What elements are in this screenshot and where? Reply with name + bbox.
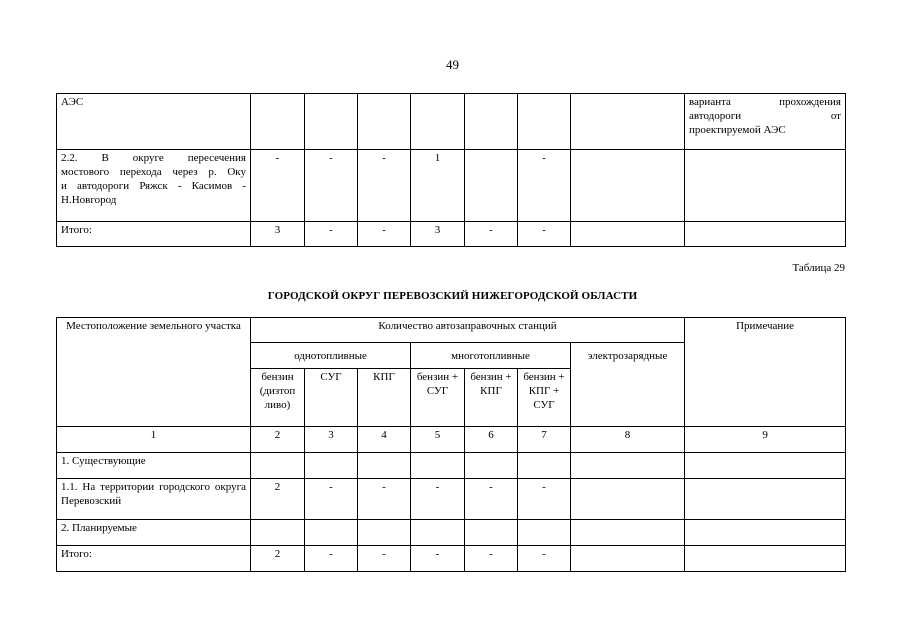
value-cell	[251, 453, 305, 479]
value-cell: -	[518, 222, 571, 247]
table-number-label: Таблица 29	[792, 262, 845, 274]
value-cell: -	[305, 222, 358, 247]
previous-table-continuation	[56, 93, 846, 247]
value-cell: -	[305, 150, 358, 222]
value-cell	[571, 479, 685, 520]
value-cell	[518, 94, 571, 150]
value-cell	[571, 94, 685, 150]
value-cell: -	[358, 222, 411, 247]
header-multi-fuel: многотопливные	[411, 343, 571, 369]
value-cell: -	[411, 546, 465, 572]
value-cell	[251, 94, 305, 150]
table-29	[56, 317, 846, 572]
header-fuel-type: бензин + СУГ	[411, 369, 465, 427]
table-title: ГОРОДСКОЙ ОКРУГ ПЕРЕВОЗСКИЙ НИЖЕГОРОДСКОЙ ОБЛАСТИ	[267, 290, 638, 302]
page-number: 49	[446, 57, 459, 72]
table-row-total	[57, 546, 846, 572]
header-electric: электрозарядные	[571, 343, 685, 427]
value-cell: -	[465, 546, 518, 572]
header-fuel-type: бензин (дизтоп ливо)	[251, 369, 305, 427]
value-cell: -	[518, 150, 571, 222]
column-number: 8	[571, 427, 685, 453]
value-cell	[305, 94, 358, 150]
value-cell	[411, 520, 465, 546]
location-cell: Итого:	[57, 222, 251, 247]
value-cell	[358, 94, 411, 150]
value-cell	[465, 150, 518, 222]
table-row	[57, 94, 846, 150]
header-fuel-type: КПГ	[358, 369, 411, 427]
value-cell	[358, 520, 411, 546]
column-number: 5	[411, 427, 465, 453]
note-cell	[685, 222, 846, 247]
value-cell	[411, 94, 465, 150]
value-cell: 2	[251, 479, 305, 520]
value-cell: -	[518, 479, 571, 520]
value-cell	[305, 453, 358, 479]
header-row-1	[57, 318, 846, 343]
value-cell	[571, 222, 685, 247]
value-cell: -	[251, 150, 305, 222]
column-number: 1	[57, 427, 251, 453]
location-cell: 2. Планируемые	[57, 520, 251, 546]
value-cell: 3	[411, 222, 465, 247]
column-number: 4	[358, 427, 411, 453]
table-row	[57, 479, 846, 520]
header-fuel-type: бензин + КПГ	[465, 369, 518, 427]
value-cell	[571, 453, 685, 479]
value-cell	[518, 520, 571, 546]
note-cell	[685, 479, 846, 520]
header-quantity: Количество автозаправочных станций	[251, 318, 685, 343]
column-number-row	[57, 427, 846, 453]
note-cell	[685, 453, 846, 479]
table-row	[57, 453, 846, 479]
note-cell: варианта прохождения автодороги от проектируемой АЭС	[685, 94, 846, 150]
column-number: 9	[685, 427, 846, 453]
table-row	[57, 150, 846, 222]
column-number: 2	[251, 427, 305, 453]
value-cell	[571, 150, 685, 222]
value-cell	[571, 546, 685, 572]
value-cell: -	[411, 479, 465, 520]
value-cell	[358, 453, 411, 479]
note-cell	[685, 546, 846, 572]
table-row-total	[57, 222, 846, 247]
value-cell	[305, 520, 358, 546]
header-single-fuel: однотопливные	[251, 343, 411, 369]
value-cell	[465, 520, 518, 546]
value-cell	[465, 94, 518, 150]
column-number: 7	[518, 427, 571, 453]
note-cell	[685, 520, 846, 546]
column-number: 6	[465, 427, 518, 453]
header-fuel-type: бензин + КПГ + СУГ	[518, 369, 571, 427]
value-cell: -	[305, 479, 358, 520]
location-cell: 2.2. В округе пересечения мостового перехода через р. Оку и автодороги Ряжск - Касимов - Н.Новгород	[57, 150, 251, 222]
value-cell: -	[465, 222, 518, 247]
value-cell: 1	[411, 150, 465, 222]
header-note: Примечание	[685, 318, 846, 427]
value-cell	[411, 453, 465, 479]
column-number: 3	[305, 427, 358, 453]
value-cell: -	[465, 479, 518, 520]
location-cell: 1. Существующие	[57, 453, 251, 479]
value-cell	[251, 520, 305, 546]
note-cell	[685, 150, 846, 222]
value-cell: -	[518, 546, 571, 572]
value-cell	[571, 520, 685, 546]
value-cell: -	[358, 479, 411, 520]
header-location: Местоположение земельного участка	[57, 318, 251, 427]
location-cell: Итого:	[57, 546, 251, 572]
value-cell: -	[358, 546, 411, 572]
header-fuel-type: СУГ	[305, 369, 358, 427]
location-cell: АЭС	[57, 94, 251, 150]
value-cell: -	[358, 150, 411, 222]
value-cell	[465, 453, 518, 479]
value-cell	[518, 453, 571, 479]
value-cell: 3	[251, 222, 305, 247]
value-cell: 2	[251, 546, 305, 572]
location-cell: 1.1. На территории городского округа Перевозский	[57, 479, 251, 520]
table-row	[57, 520, 846, 546]
value-cell: -	[305, 546, 358, 572]
